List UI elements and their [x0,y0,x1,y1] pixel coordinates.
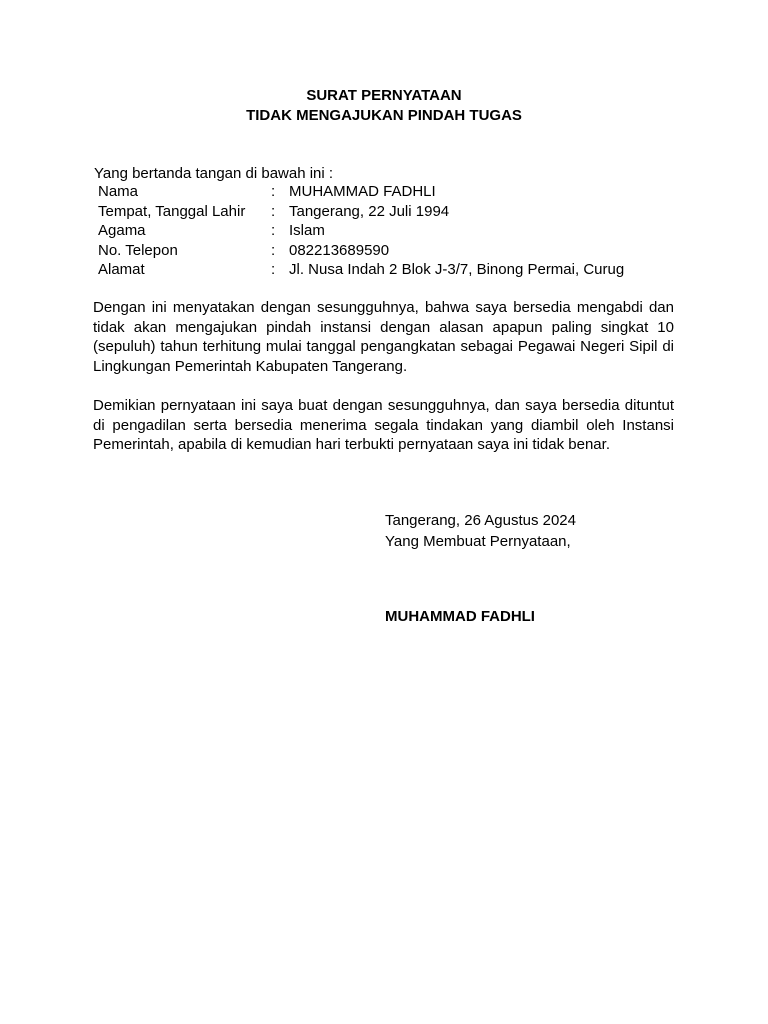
identity-row-ttl [98,202,624,222]
document-title: SURAT PERNYATAAN [306,87,462,104]
identity-table [98,182,624,280]
identity-label: Tempat, Tanggal Lahir [98,202,246,220]
identity-row-telepon [98,241,624,261]
identity-colon: : [271,241,276,259]
identity-colon: : [271,222,276,239]
closing-paragraph: Demikian pernyataan ini saya buat dengan sesungguhnya, dan saya bersedia dituntut di pengadilan serta bersedia menerima segala tindakan yang diambil oleh Instansi Pemerintah, apabila di kemudian hari terbukti pernyataan saya ini tidak benar. [93,397,674,453]
identity-label: Nama [98,183,139,200]
identity-colon: : [271,183,276,200]
identity-label: No. Telepon [98,241,178,259]
maker-label: Yang Membuat Pernyataan, [385,533,571,550]
identity-label: Alamat [98,261,145,278]
identity-label: Agama [98,222,146,239]
identity-row-nama [98,182,624,202]
identity-row-alamat [98,260,624,280]
statement-paragraph: Dengan ini menyatakan dengan sesungguhnya, bahwa saya bersedia mengabdi dan tidak akan mengajukan pindah instansi dengan alasan apapun paling singkat 10 (sepuluh) tahun terhitung mulai tanggal pengangkatan sebagai Pegawai Negeri Sipil di Lingkungan Pemerintah Kabupaten Tangerang. [93,299,674,375]
identity-row-agama [98,221,624,241]
place-date: Tangerang, 26 Agustus 2024 [385,512,576,529]
identity-value: Islam [289,222,325,239]
document-subtitle: TIDAK MENGAJUKAN PINDAH TUGAS [246,107,522,124]
identity-value: Jl. Nusa Indah 2 Blok J-3/7, Binong Permai, Curug [289,261,625,278]
identity-value: MUHAMMAD FADHLI [289,183,436,200]
signer-name: MUHAMMAD FADHLI [385,608,535,625]
identity-colon: : [271,261,276,278]
identity-colon: : [271,202,276,220]
identity-value: Tangerang, 22 Juli 1994 [289,202,450,220]
intro-text: Yang bertanda tangan di bawah ini : [94,165,334,182]
identity-value: 082213689590 [289,241,390,259]
